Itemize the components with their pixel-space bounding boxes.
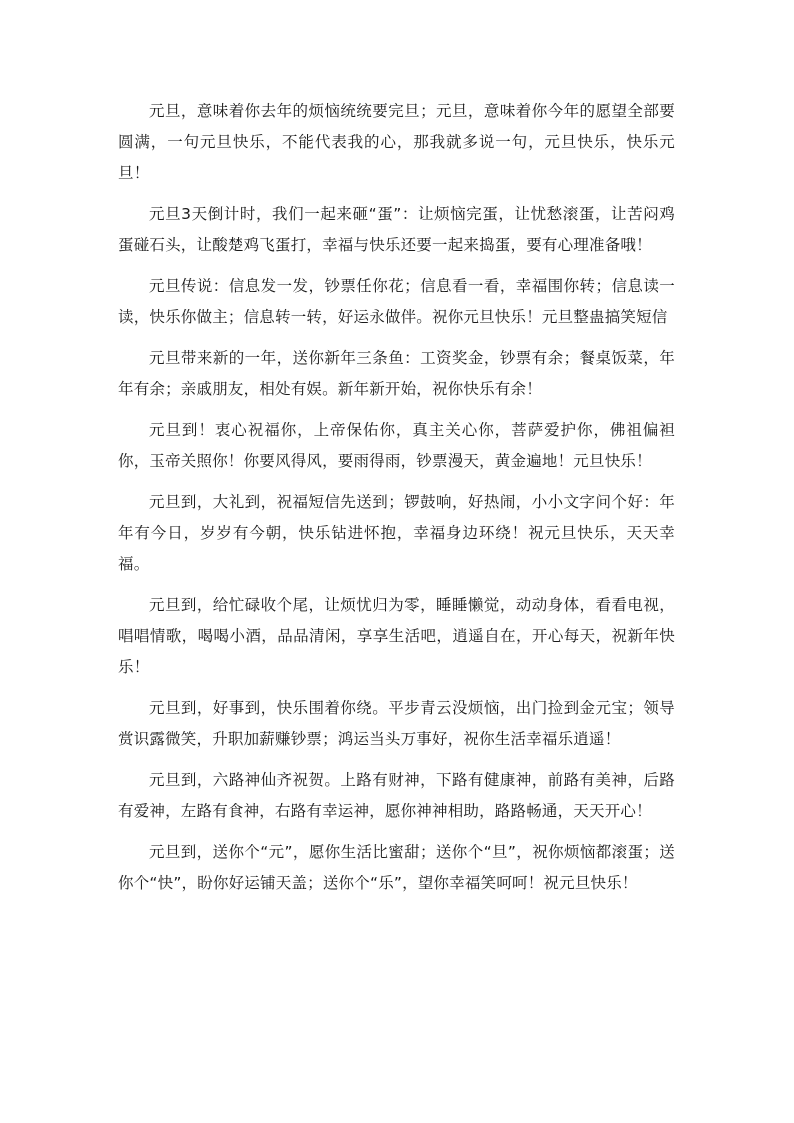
paragraph-2: 元旦3天倒计时，我们一起来砸“蛋”：让烦恼完蛋，让忧愁滚蛋，让苦闷鸡蛋碰石头，让酸楚鸡飞蛋打，幸福与快乐还要一起来捣蛋，要有心理准备哦！ bbox=[118, 205, 675, 254]
paragraph-10: 元旦到，送你个“元”，愿你生活比蜜甜；送你个“旦”，祝你烦恼都滚蛋；送你个“快”，盼你好运铺天盖；送你个“乐”，望你幸福笑呵呵！祝元旦快乐！ bbox=[118, 843, 675, 892]
document-body bbox=[118, 96, 675, 909]
paragraph-1: 元旦，意味着你去年的烦恼统统要完旦；元旦，意味着你今年的愿望全部要圆满，一句元旦快乐，不能代表我的心，那我就多说一句，元旦快乐，快乐元旦！ bbox=[118, 102, 675, 182]
paragraph-5: 元旦到！衷心祝福你，上帝保佑你，真主关心你，菩萨爱护你，佛祖偏袒你，玉帝关照你！你要风得风，要雨得雨，钞票漫天，黄金遍地！元旦快乐！ bbox=[118, 421, 675, 470]
paragraph-3: 元旦传说：信息发一发，钞票任你花；信息看一看，幸福围你转；信息读一读，快乐你做主；信息转一转，好运永做伴。祝你元旦快乐！元旦整蛊搞笑短信 bbox=[118, 277, 675, 326]
paragraph-6: 元旦到，大礼到，祝福短信先送到；锣鼓响，好热闹，小小文字问个好：年年有今日，岁岁有今朝，快乐钻进怀抱，幸福身边环绕！祝元旦快乐，天天幸福。 bbox=[118, 493, 675, 573]
paragraph-4: 元旦带来新的一年，送你新年三条鱼：工资奖金，钞票有余；餐桌饭菜，年年有余；亲戚朋友，相处有娱。新年新开始，祝你快乐有余！ bbox=[118, 349, 675, 398]
paragraph-8: 元旦到，好事到，快乐围着你绕。平步青云没烦恼，出门捡到金元宝；领导赏识露微笑，升职加薪赚钞票；鸿运当头万事好，祝你生活幸福乐逍遥！ bbox=[118, 699, 675, 748]
paragraph-7: 元旦到，给忙碌收个尾，让烦忧归为零，睡睡懒觉，动动身体，看看电视，唱唱情歌，喝喝小酒，品品清闲，享享生活吧，逍遥自在，开心每天，祝新年快乐！ bbox=[118, 596, 675, 676]
paragraph-9: 元旦到，六路神仙齐祝贺。上路有财神，下路有健康神，前路有美神，后路有爱神，左路有食神，右路有幸运神，愿你神神相助，路路畅通，天天开心！ bbox=[118, 771, 675, 820]
